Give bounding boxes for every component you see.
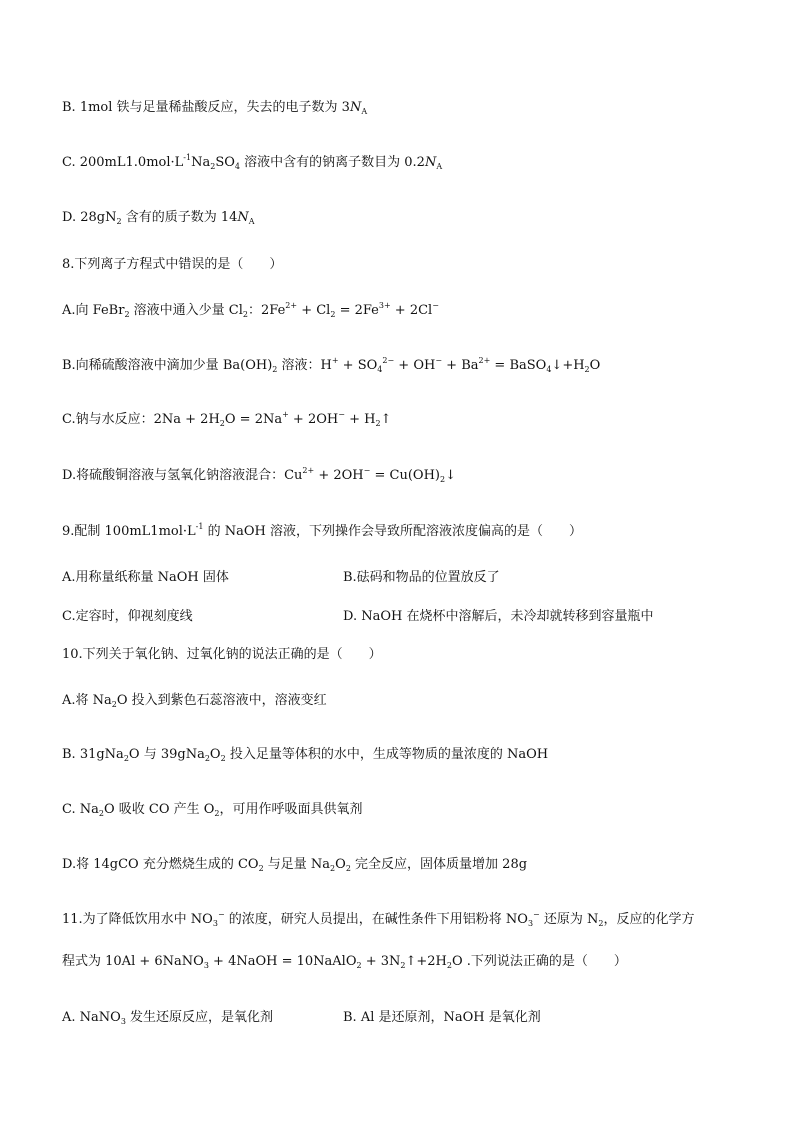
q10-stem: 10.下列关于氧化钠、过氧化钠的说法正确的是（ ） [62, 647, 382, 662]
q7-option-c: C. $200mL1.0mol\cdot L^{-1}Na_2SO_4$ 溶液中含有的钠离子数目为 $0.2N_A$ [62, 153, 443, 171]
q11-option-b: B. Al 是还原剂，NaOH 是氧化剂 [343, 1010, 541, 1025]
q10-option-c: C. $Na_2O$ 吸收 CO 产生 $O_2$，可用作呼吸面具供氧剂 [62, 802, 363, 818]
q10-option-a: A.将 $Na_2O$ 投入到紫色石蕊溶液中，溶液变红 [62, 693, 327, 709]
q7-option-d: D. $28gN_2$ 含有的质子数为 $14N_A$ [62, 210, 255, 226]
q10-option-d: D.将 14gCO 充分燃烧生成的 $CO_2$ 与足量 $Na_2O_2$ 完全反应，固体质量增加 28g [62, 857, 528, 873]
q10-option-b: B. 31gNa$_2$O 与 $39gNa_2O_2$ 投入足量等体积的水中，生成等物质的量浓度的 NaOH [62, 747, 549, 763]
q9-option-c: C.定容时，仰视刻度线 [62, 609, 193, 624]
q9-stem: 9.配制 $100mL1mol\cdot L^{-1}$ 的 NaOH 溶液，下列操作会导致所配溶液浓度偏高的是（ ） [62, 522, 582, 539]
q9-option-d: D. NaOH 在烧杯中溶解后，未冷却就转移到容量瓶中 [343, 609, 654, 624]
q11-option-a: A. NaNO$_3$ 发生还原反应，是氧化剂 [62, 1010, 274, 1026]
q7-option-b: B. 1mol 铁与足量稀盐酸反应，失去的电子数为 $3N_A$ [62, 100, 368, 116]
q8-option-b: B.向稀硫酸溶液中滴加少量 $Ba(OH)_2$ 溶液：$H^+ + SO_4^{2-} + OH^- + Ba^{2+}$ = $BaSO_4↓+H_2O$ [62, 356, 601, 374]
q9-option-a: A.用称量纸称量 NaOH 固体 [62, 570, 229, 585]
q11-stem-line1: 11.为了降低饮用水中 $NO_3^-$ 的浓度，研究人员提出，在碱性条件下用铝粉将 $NO_3^-$ 还原为 $N_2$，反应的化学方 [62, 910, 695, 928]
q11-stem-line2: 程式为 10Al + 6NaNO$_3$ + 4NaOH = 10NaAlO$_2$ + $3N_2↑+2H_2O$ .下列说法正确的是（ ） [62, 954, 627, 970]
q8-option-a: A.向 FeBr$_2$ 溶液中通入少量 $Cl_2$：$2Fe^{2+} + Cl_2 = 2Fe^{3+} + 2Cl^-$ [62, 301, 439, 319]
q8-option-c: C.钠与水反应：$2Na + 2H_2O = 2Na^+ + 2OH^-$ + $H_2↑$ [62, 410, 392, 428]
q8-option-d: D.将硫酸铜溶液与氢氧化钠溶液混合：$Cu^{2+} + 2OH^-$ = $Cu(OH)_2↓$ [62, 466, 456, 484]
q8-stem: 8.下列离子方程式中错误的是（ ） [62, 257, 283, 272]
q9-option-b: B.砝码和物品的位置放反了 [343, 570, 500, 585]
